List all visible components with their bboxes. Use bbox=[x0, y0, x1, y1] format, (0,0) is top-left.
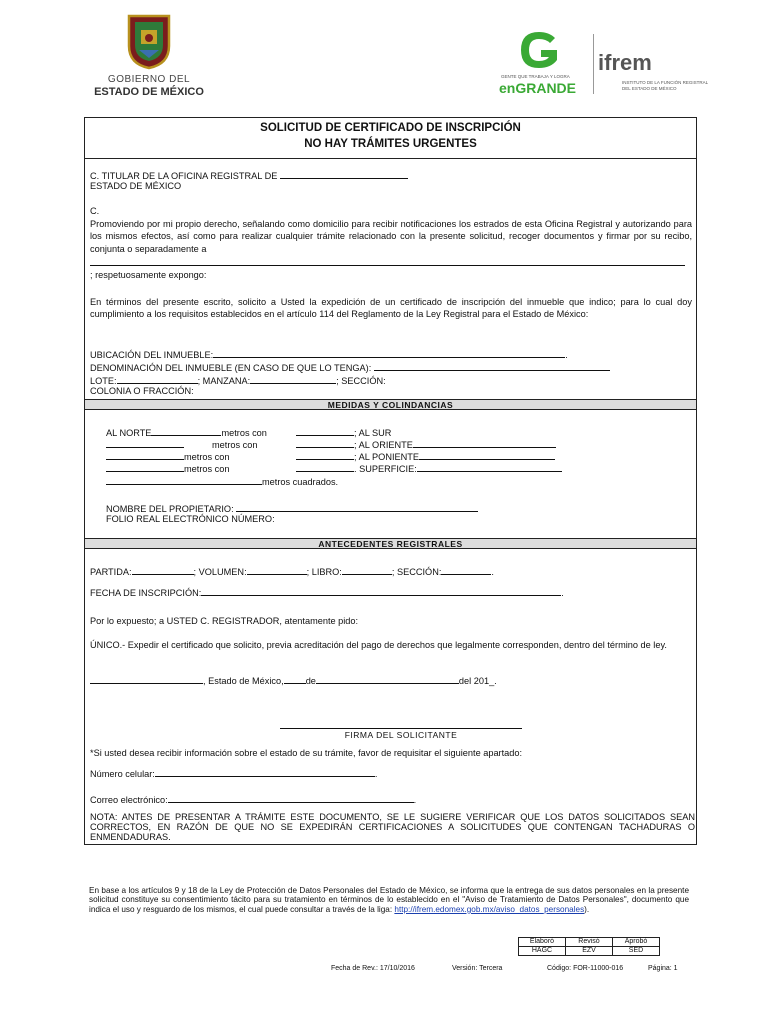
city-field[interactable] bbox=[90, 673, 203, 684]
medidas-header: MEDIDAS Y COLINDANCIAS bbox=[85, 399, 696, 410]
footer-fecha: Fecha de Rev.: 17/10/2016 bbox=[331, 965, 415, 972]
privacy-notice bbox=[89, 886, 689, 914]
footer-pagina: Página: 1 bbox=[648, 965, 678, 972]
denominacion-row bbox=[90, 360, 610, 373]
colonia-row: COLONIA O FRACCIÓN: bbox=[90, 386, 194, 396]
paragraph-2: En términos del presente escrito, solicito a Usted la expedición de un certificado de inscripción del inmueble que indico; para lo cual doy cumplimiento a los requisitos establecidos en el artículo 114 del Reglamento de la Ley Registral para el Estado de México: bbox=[90, 297, 692, 320]
celular-field[interactable] bbox=[155, 766, 375, 777]
lote-label: LOTE: bbox=[90, 376, 117, 386]
libro-field[interactable] bbox=[342, 564, 392, 575]
info-note: *Si usted desea recibir información sobre el estado de su trámite, favor de requisitar el siguiente apartado: bbox=[90, 748, 523, 758]
metros-con-label: metros con bbox=[184, 464, 230, 474]
respectfully-text: ; respetuosamente expongo: bbox=[90, 270, 207, 280]
denominacion-field[interactable] bbox=[374, 360, 610, 371]
fecha-inscripcion-field[interactable] bbox=[201, 585, 561, 596]
c-line: C. bbox=[90, 206, 100, 216]
volumen-field[interactable] bbox=[247, 564, 307, 575]
manzana-label: ; MANZANA: bbox=[197, 376, 251, 386]
engrande-tagline: GENTE QUE TRABAJA Y LOGRA bbox=[501, 74, 570, 79]
metros-cuadrados-field[interactable] bbox=[106, 474, 262, 485]
form-title-2: NO HAY TRÁMITES URGENTES bbox=[304, 138, 477, 150]
correo-label: Correo electrónico: bbox=[90, 795, 168, 805]
partida-label: PARTIDA: bbox=[90, 567, 132, 577]
engrande-word: enGRANDE bbox=[499, 80, 577, 96]
lote-row bbox=[90, 373, 386, 386]
signoff-table bbox=[518, 937, 660, 956]
oriente-label: ; AL ORIENTE bbox=[354, 440, 413, 450]
poniente-metros-field[interactable] bbox=[106, 449, 184, 460]
title-divider bbox=[85, 158, 696, 159]
firma-label: FIRMA DEL SOLICITANTE bbox=[344, 730, 458, 740]
celular-row: Número celular: . bbox=[90, 766, 377, 779]
aprobo-header: Aprobó bbox=[613, 938, 660, 947]
oriente-metros-field[interactable] bbox=[106, 437, 184, 448]
sur-label: ; AL SUR bbox=[354, 428, 392, 438]
logo-divider bbox=[593, 34, 594, 94]
sur-metros-field[interactable] bbox=[296, 425, 354, 436]
signature-line[interactable] bbox=[280, 728, 522, 729]
correo-field[interactable] bbox=[168, 792, 414, 803]
footer-version: Versión: Tercera bbox=[452, 965, 503, 972]
superficie-colindante-field[interactable] bbox=[296, 461, 354, 472]
ubicacion-label: UBICACIÓN DEL INMUEBLE: bbox=[90, 350, 214, 360]
gobierno-line2: ESTADO DE MÉXICO bbox=[94, 86, 204, 98]
celular-label: Número celular: bbox=[90, 769, 155, 779]
engrande-logo bbox=[495, 30, 585, 102]
privacy-tail: ). bbox=[584, 904, 590, 914]
manzana-field[interactable] bbox=[250, 373, 336, 384]
authorized-persons-field[interactable] bbox=[90, 265, 685, 266]
privacy-link[interactable]: http://ifrem.edomex.gob.mx/aviso_datos_personales bbox=[394, 904, 585, 914]
paragraph-1: Promoviendo por mi propio derecho, señalando como domicilio para recibir notificaciones los estrados de esta Oficina Registral y autorizando para los mismos efectos, así como para realizar cualquier trámite relacionado con la presente solicitud, recoger documentos y firmar por su recibo, conjunta o separadamente a bbox=[90, 219, 692, 254]
seccion2-label: ; SECCIÓN: bbox=[391, 567, 442, 577]
seccion2-field[interactable] bbox=[441, 564, 491, 575]
coat-of-arms-icon bbox=[119, 12, 179, 70]
ubicacion-field[interactable] bbox=[213, 347, 565, 358]
gobierno-line1: GOBIERNO DEL bbox=[107, 74, 191, 85]
volumen-label: ; VOLUMEN: bbox=[193, 567, 247, 577]
poniente-label: ; AL PONIENTE bbox=[354, 452, 420, 462]
norte-field[interactable] bbox=[151, 425, 221, 436]
month-field[interactable] bbox=[316, 673, 459, 684]
date-place-row bbox=[90, 673, 497, 686]
elaboro-value: HAGC bbox=[519, 947, 566, 956]
superficie-label: . SUPERFICIE: bbox=[354, 464, 417, 474]
fecha-inscripcion-row: FECHA DE INSCRIPCIÓN: . bbox=[90, 585, 564, 598]
oriente-name-field[interactable] bbox=[413, 437, 556, 448]
reviso-header: Revisó bbox=[566, 938, 613, 947]
addressee-label: C. TITULAR DE LA OFICINA REGISTRAL DE bbox=[90, 171, 278, 181]
norte-label: AL NORTE bbox=[106, 428, 152, 438]
g-letter-icon bbox=[517, 30, 561, 70]
partida-field[interactable] bbox=[132, 564, 194, 575]
de-label: de bbox=[305, 676, 316, 686]
metros-con-label: metros con bbox=[221, 428, 267, 438]
gobierno-logo bbox=[84, 12, 214, 102]
metros-cuadrados-row bbox=[106, 474, 338, 487]
ifrem-tagline2: DEL ESTADO DE MÉXICO bbox=[622, 86, 677, 91]
ifrem-tagline1: INSTITUTO DE LA FUNCIÓN REGISTRAL bbox=[622, 80, 709, 85]
superficie-metros-field[interactable] bbox=[106, 461, 184, 472]
ubicacion-row: UBICACIÓN DEL INMUEBLE: . bbox=[90, 347, 568, 360]
propietario-field[interactable] bbox=[236, 501, 478, 512]
metros-con-label: metros con bbox=[184, 452, 230, 462]
propietario-label: NOMBRE DEL PROPIETARIO: bbox=[106, 504, 234, 514]
denominacion-label: DENOMINACIÓN DEL INMUEBLE (EN CASO DE QUE LO TENGA): bbox=[90, 363, 372, 373]
superficie-field[interactable] bbox=[417, 461, 562, 472]
elaboro-header: Elaboró bbox=[519, 938, 566, 947]
seccion-label: ; SECCIÓN: bbox=[336, 376, 386, 386]
addressee-line-1 bbox=[90, 168, 408, 181]
libro-label: ; LIBRO: bbox=[306, 567, 342, 577]
estado-label: , Estado de México, bbox=[203, 676, 284, 686]
privacy-text: En base a los artículos 9 y 18 de la Ley de Protección de Datos Personales del Estado de México, se informa que la entrega de sus datos personales en la presente solicitud constituye su consentimiento tácito para su tratamiento en términos de lo establecido en el "Aviso de Tratamiento de Datos Personales", documento que indica el uso y resguardo de los mismos, el cual puede consultar a través de la liga: bbox=[89, 886, 689, 914]
fecha-inscripcion-label: FECHA DE INSCRIPCIÓN: bbox=[90, 588, 202, 598]
addressee-line-2: ESTADO DE MÉXICO bbox=[90, 181, 182, 191]
folio-row: FOLIO REAL ELECTRÓNICO NÚMERO: bbox=[106, 514, 275, 524]
form-title-1: SOLICITUD DE CERTIFICADO DE INSCRIPCIÓN bbox=[260, 122, 521, 134]
metros-cuadrados-label: metros cuadrados. bbox=[262, 477, 339, 487]
year-label: del 201_. bbox=[458, 676, 497, 686]
poniente-field[interactable] bbox=[296, 449, 354, 460]
superficie-row-left bbox=[106, 461, 229, 474]
superficie-row bbox=[296, 461, 562, 474]
nota-text: NOTA: ANTES DE PRESENTAR A TRÁMITE ESTE DOCUMENTO, SE LE SUGIERE VERIFICAR QUE LOS DATOS SOLICITADOS SEAN CORRECTOS, EN RAZÓN DE QUE NO SE EXPEDIRÁN CERTIFICACIONES A SOLICITUDES QUE CONTENGAN TACHADURAS O ENMENDADURAS. bbox=[90, 812, 695, 842]
partida-row: PARTIDA: ; VOLUMEN: ; LIBRO: ; SECCIÓN: . bbox=[90, 564, 494, 577]
office-field[interactable] bbox=[280, 168, 408, 179]
por-lo-expuesto: Por lo expuesto; a USTED C. REGISTRADOR, atentamente pido: bbox=[90, 616, 359, 626]
ifrem-logo bbox=[598, 50, 709, 100]
request-form bbox=[84, 117, 697, 845]
antecedentes-header: ANTECEDENTES REGISTRALES bbox=[85, 538, 696, 549]
correo-row: Correo electrónico: . bbox=[90, 792, 416, 805]
lote-field[interactable] bbox=[117, 373, 198, 384]
reviso-value: EZV bbox=[566, 947, 613, 956]
unico-paragraph: ÚNICO.- Expedir el certificado que solicito, previa acreditación del pago de derechos que legalmente corresponden, dentro del término de ley. bbox=[90, 640, 667, 650]
aprobo-value: SED bbox=[613, 947, 660, 956]
metros-con-label: metros con bbox=[212, 440, 258, 450]
propietario-row bbox=[106, 501, 478, 514]
day-field[interactable] bbox=[284, 673, 306, 684]
footer-codigo: Código: FOR-11000-016 bbox=[547, 965, 624, 972]
oriente-field[interactable] bbox=[296, 437, 354, 448]
ifrem-word: ifrem bbox=[598, 50, 652, 75]
poniente-name-field[interactable] bbox=[419, 449, 555, 460]
